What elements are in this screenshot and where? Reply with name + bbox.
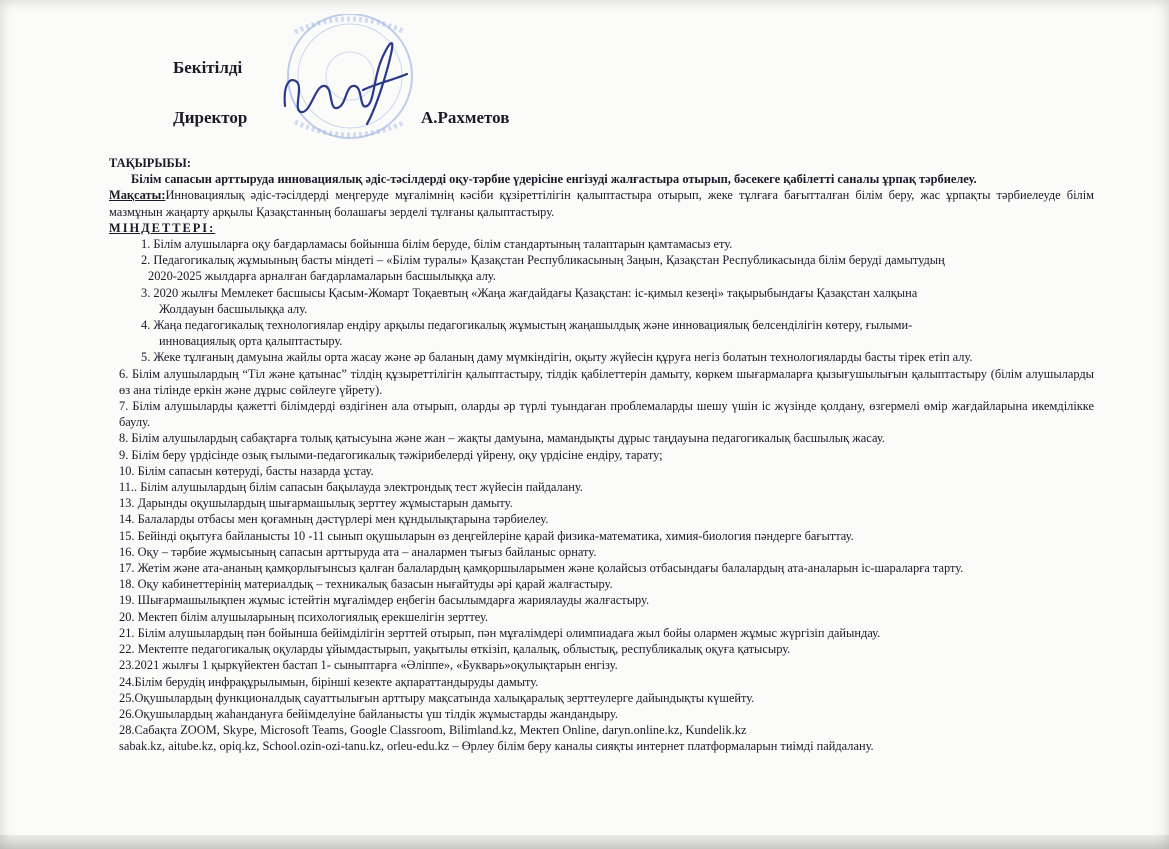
list-item: 13. Дарынды оқушылардың шығармашылық зерттеу жұмыстарын дамыту.: [119, 496, 513, 511]
list-item: 4. Жаңа педагогикалық технологиялар ендіру арқылы педагогикалық жұмыстың жаңашылдық және инновациялық белсенділігін көтеру, ғылыми-: [141, 318, 913, 333]
director-name: А.Рахметов: [421, 108, 510, 127]
list-item: 19. Шығармашылықпен жұмыс істейтін мұғалімдер еңбегін басылымдарға жариялауды жалғастыру.: [119, 593, 650, 608]
list-item: 3. 2020 жылғы Мемлекет басшысы Қасым-Жомарт Тоқаевтың «Жаңа жағдайдағы Қазақстан: іс-қимыл кезеңі» тақырыбындағы Қазақстан халқына: [141, 285, 918, 300]
tasks-list: [109, 236, 1094, 755]
list-item: 25.Оқушылардың функционалдық сауаттылығын арттыру мақсатында халықаралық зерттеулерге дайындықты күшейту.: [119, 690, 755, 705]
list-item: 21. Білім алушылардың пән бойынша бейімділігін зерттей отырып, пән мұғалімдері олимпиадаға жыл бойы олармен жұмыс жүргізіп дайындау.: [119, 625, 881, 640]
list-item: 8. Білім алушылардың сабақтарға толық қатысуына және жан – жақты дамуына, мамандықты дұрыс таңдауына педагогикалық басшылық жасау.: [119, 431, 885, 446]
tasks-title: МІНДЕТТЕРІ:: [109, 220, 216, 235]
theme-label: ТАҚЫРЫБЫ:: [109, 156, 191, 170]
list-item: 22. Мектепте педагогикалық оқуларды ұйымдастырып, уақытылы өткізіп, қалалық, облыстық, республикалық оқуға қатысыру.: [119, 642, 791, 657]
list-item: 17. Жетім және ата-ананың қамқорлығынсыз қалған балалардың қамқоршыларымен және қолайсыз отбасындағы балалардың ата-аналарын іс-шараларға тарту.: [119, 561, 964, 576]
goal-text: Инновациялық әдіс-тәсілдерді меңгеруде мұғалімнің кәсіби құзіреттілігін қалыптастыра отырып, жеке тұлғаға бағытталған білім беру, жас ұрпақты тәрбиелеуде білім мазмұнын жаңарту арқылы Қазақстанның болашағы зерделі тұлғаны қалыптастыру.: [109, 188, 1094, 219]
goal-paragraph: [109, 187, 1094, 219]
list-item: инновациялық орта қалыптастыру.: [159, 334, 343, 349]
list-item: Жолдауын басшылыққа алу.: [159, 301, 308, 316]
list-item: 18. Оқу кабинеттерінің материалдық – техникалық базасын нығайтуды әрі қарай жалғастыру.: [119, 577, 613, 592]
list-item: 20. Мектеп білім алушыларының психологиялық ерекшелігін зерттеу.: [119, 609, 489, 624]
list-item: sabak.kz, aitube.kz, opiq.kz, School.ozin-ozi-tanu.kz, orleu-edu.kz – Өрлеу білім беру каналы сияқты интернет платформаларын тиімді пайдалану.: [119, 739, 874, 754]
document-body: [109, 155, 1094, 755]
goal-label: Мақсаты:: [109, 188, 166, 203]
list-item: 14. Балаларды отбасы мен қоғамның дәстүрлері мен құндылықтарына тәрбиелеу.: [119, 512, 549, 527]
list-item: 11.. Білім алушылардың білім сапасын бақылауда электрондық тест жүйесін пайдалану.: [119, 480, 583, 495]
list-item: 6. Білім алушылардың “Тіл және қатынас” тілдің құзыреттілігін қалыптастыру, тілдік қабілеттерін дамыту, көркем шығармаларға қызығушылығын қалыптастыру (білім алушыларды өз ана тілінде еркін және дұрыс сөйлеуге үйрету).: [119, 366, 1094, 397]
list-item: 2. Педагогикалық жұмыының басты міндеті – «Білім туралы» Қазақстан Республикасының Заңын, Қазақстан Республикасында білім беруді дамытудың: [141, 253, 945, 268]
list-item: 16. Оқу – тәрбие жұмысының сапасын арттыруда ата – аналармен тығыз байланыс орнату.: [119, 544, 597, 559]
scan-bottom-edge: [0, 835, 1169, 849]
list-item: 7. Білім алушыларды қажетті білімдерді өздігінен ала отырып, оларды әр түрлі туындаған проблемаларды шешу үшін іс жүзінде қолдану, өзгермелі өмір жағдайларына икемділікке баулу.: [119, 399, 1094, 430]
list-item: 5. Жеке тұлғаның дамуына жайлы орта жасау және әр баланың даму мүмкіндігін, оқыту жүйесін құруға негіз болатын технологияларды басты тірек етіп алу.: [141, 350, 973, 365]
list-item: 1. Білім алушыларға оқу бағдарламасы бойынша білім беруде, білім стандартының талаптарын қамтамасыз ету.: [141, 237, 733, 252]
official-stamp-icon: [255, 14, 445, 144]
approval-label: Бекітілді: [173, 58, 243, 77]
list-item: 15. Бейінді оқытуға байланысты 10 -11 сынып оқушыларын өз деңгейлеріне қарай физика-математика, химия-биология пәндерге бағыттау.: [119, 528, 854, 543]
list-item: 23.2021 жылғы 1 қыркүйектен бастап 1- сыныптарға «Әліппе», «Букварь»оқулықтарын енгізу.: [119, 658, 618, 673]
list-item: 10. Білім сапасын көтеруді, басты назарда ұстау.: [119, 463, 374, 478]
list-item: 26.Оқушылардың жаһандануға бейімделуіне байланысты үш тілдік жұмыстарды жандандыру.: [119, 706, 618, 721]
list-item: 9. Білім беру үрдісінде озық ғылыми-педагогикалық тәжірибелерді үйрену, оқу үрдісіне ендіру, тарату;: [119, 447, 663, 462]
list-item: 28.Сабақта ZOOM, Skype, Microsoft Teams, Google Classroom, Bilimland.kz, Мектеп Online, daryn.online.kz, Kundelik.kz: [119, 723, 747, 738]
list-item: 2020-2025 жылдарға арналған бағдарламаларын басшылыққа алу.: [148, 269, 496, 284]
theme-text: Білім сапасын арттыруда инновациялық әдіс-тәсілдерді оқу-тәрбие үдерісіне енгізуді жалғастыра отырып, бәсекеге қабілетті саналы ұрпақ тәрбиелеу.: [131, 172, 977, 187]
director-label: Директор: [173, 108, 248, 127]
list-item: 24.Білім берудің инфрақұрылымын, бірінші кезекте ақпараттандыруды дамыту.: [119, 674, 539, 689]
